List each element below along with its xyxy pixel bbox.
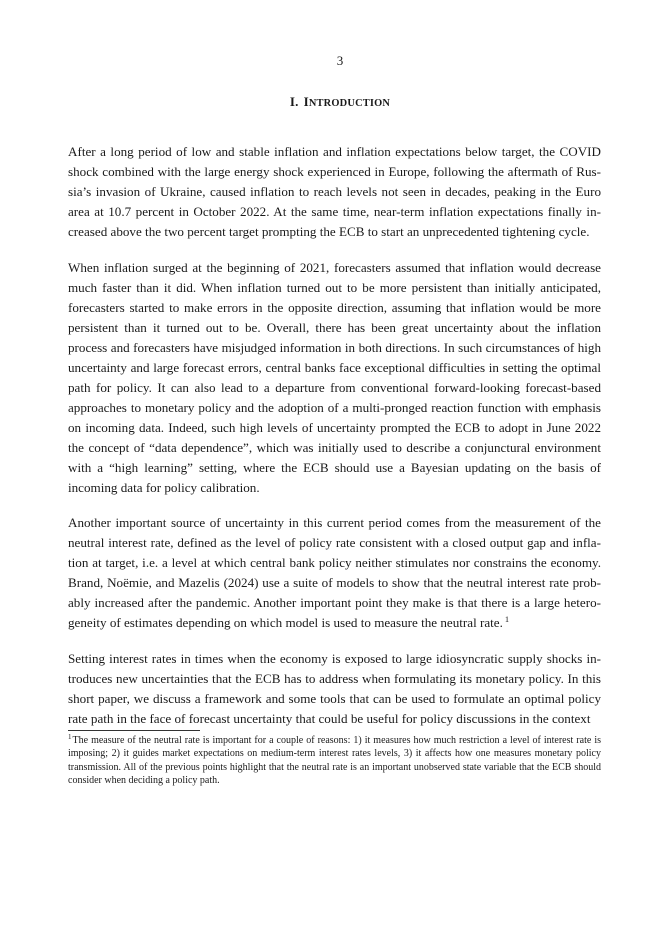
footnote: [68, 734, 601, 788]
section-title-initial: I: [303, 94, 309, 109]
page-number: 3: [336, 53, 344, 68]
footnote-divider: [68, 730, 200, 731]
footnote-text: The measure of the neutral rate is important for a couple of reasons: 1) it measures how much restriction a level of interest rate is imposing; 2) it guides market expectations on medium-term interest rates levels, 3) it affects how one measures monetary policy transmission. All of the previous points highlight that the neutral rate is an important unobserved state variable that the ECB should consider when deciding a policy path.: [68, 735, 601, 787]
footnote-reference[interactable]: 1: [504, 614, 510, 624]
paragraph: Setting interest rates in times when the economy is exposed to large idiosyncratic supply shocks introduces new uncertainties that the ECB has to address when formulating its monetary policy. In this short paper, we discuss a framework and some tools that can be used to formulate an optimal policy rate path in the face of forecast uncertainty that could be useful for policy discussions in the context: [68, 651, 601, 726]
section-heading: [0, 94, 662, 112]
paragraph: After a long period of low and stable inflation and inflation expectations below target, the COVID shock combined with the large energy shock experienced in Europe, following the aftermath of Russia’s invasion of Ukraine, caused inflation to reach levels not seen in decades, peaking in the Euro area at 10.7 percent in October 2022. At the same time, near-term inflation expectations finally increased above the two percent target prompting the ECB to start an unprecedented tightening cycle.: [68, 144, 601, 239]
section-title-rest: NTRODUCTION: [308, 98, 391, 109]
section-numeral: I.: [289, 94, 299, 109]
paragraph: [68, 513, 601, 633]
footnote-marker: 1: [68, 733, 72, 741]
paragraph-text: Another important source of uncertainty in this current period comes from the measurement of the neutral interest rate, defined as the level of policy rate consistent with a closed output gap and inflation at target, i.e. a level at which central bank policy neither stimulates nor constrains the economy. Brand, Noëmie, and Mazelis (2024) use a suite of models to show that the neutral interest rate probably increased after the pandemic. Another important point they make is that there is a large heterogeneity of estimates depending on which model is used to measure the neutral rate.: [68, 515, 601, 630]
paragraph: When inflation surged at the beginning of 2021, forecasters assumed that inflation would decrease much faster than it did. When inflation turned out to be more persistent than initially anticipated, forecasters started to make errors in the opposite direction, assuming that inflation would be more persistent than it turned out to be. Overall, there has been great uncertainty about the inflation process and forecasters have misjudged information in both directions. In such circumstances of high uncertainty and large forecast errors, central banks face exceptional difficulties in setting the optimal path for policy. It can also lead to a departure from conventional forward-looking forecast-based approaches to monetary policy and the adoption of a multi-pronged reaction function with emphasis on incoming data. Indeed, such high levels of uncertainty prompted the ECB to adopt in June 2022 the concept of “data dependence”, which was initially used to describe a conjunctural environment with a “high learning” setting, where the ECB should use a Bayesian updating on the basis of incoming data for policy calibration.: [68, 260, 601, 495]
